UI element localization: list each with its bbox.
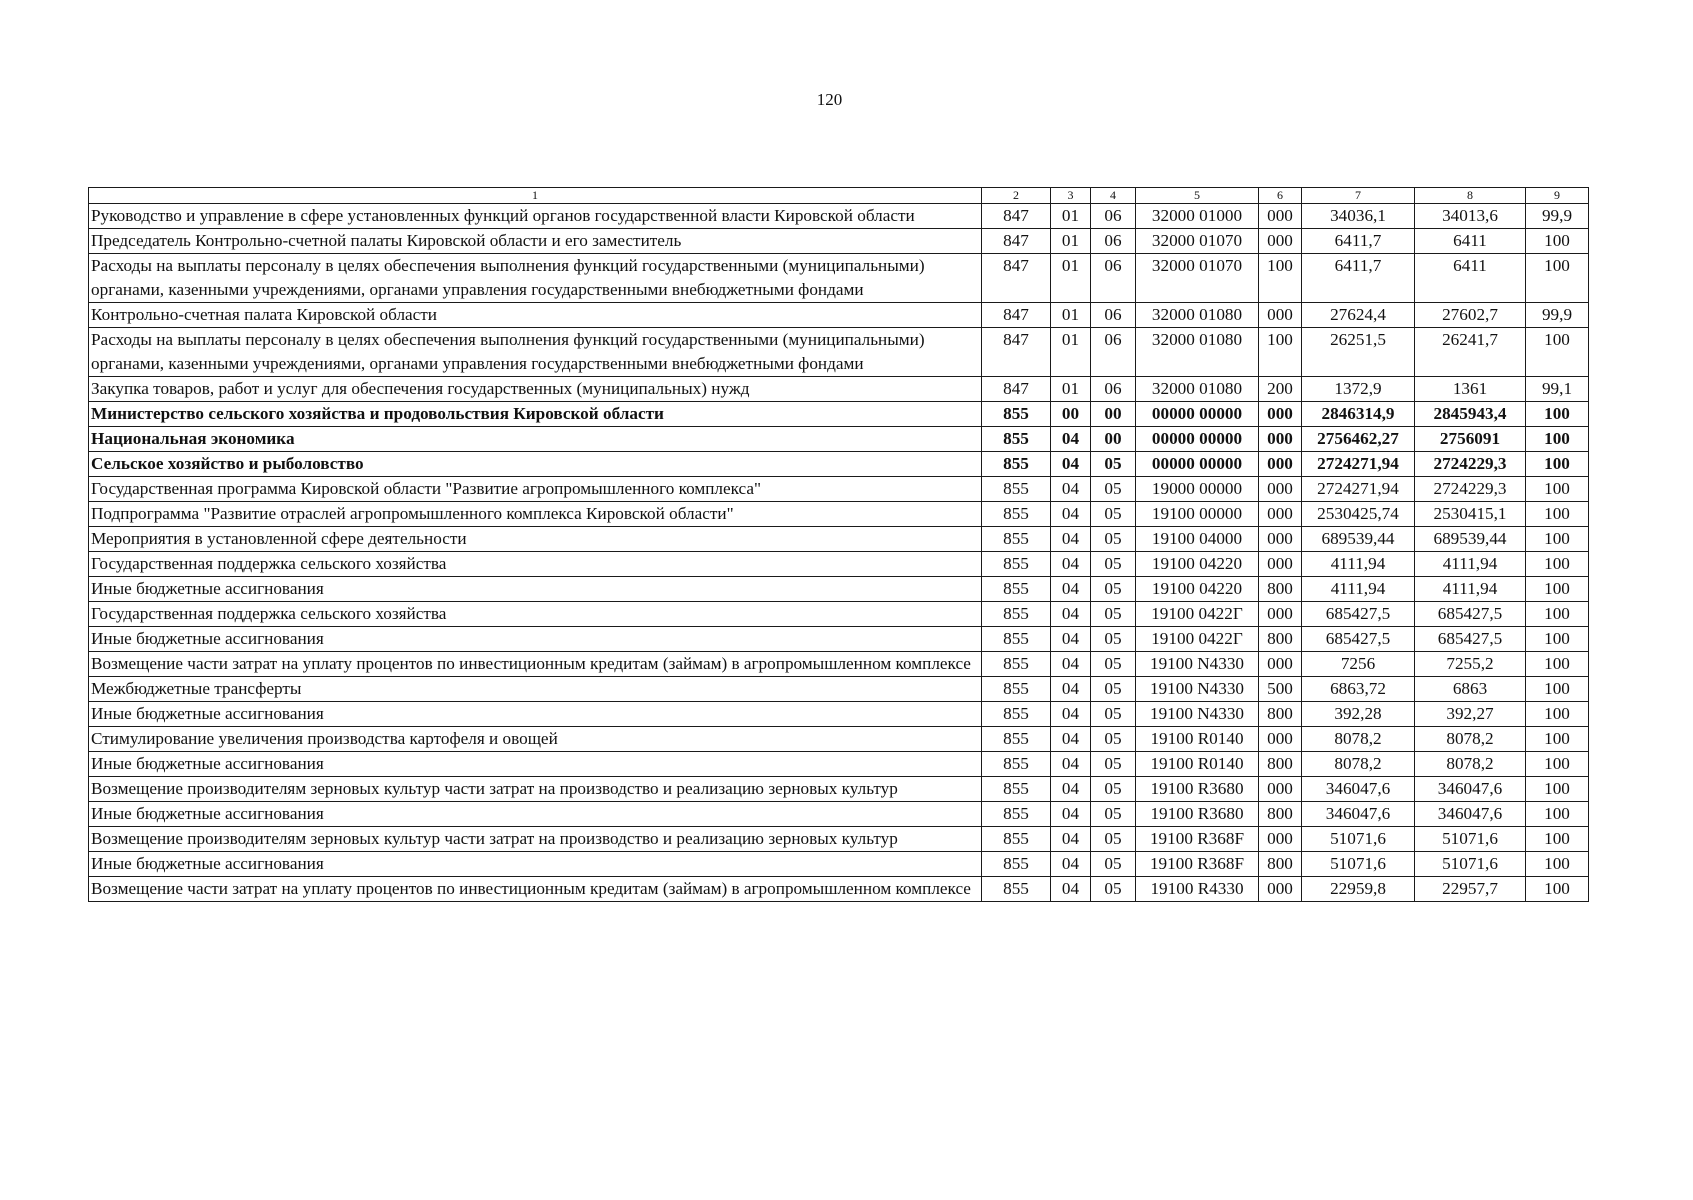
target-article-cell: 19100 R3680 bbox=[1136, 802, 1259, 827]
expense-type-cell: 000 bbox=[1259, 427, 1302, 452]
planned-amount-cell: 346047,6 bbox=[1302, 802, 1415, 827]
subsection-code-cell: 00 bbox=[1091, 427, 1136, 452]
ministry-code-cell: 855 bbox=[982, 552, 1051, 577]
row-name-cell: Руководство и управление в сфере установленных функций органов государственной власти Кировской области bbox=[89, 204, 982, 229]
expense-type-cell: 000 bbox=[1259, 652, 1302, 677]
ministry-code-cell: 855 bbox=[982, 652, 1051, 677]
planned-amount-cell: 26251,5 bbox=[1302, 328, 1415, 377]
percent-cell: 100 bbox=[1526, 502, 1589, 527]
target-article-cell: 19100 R0140 bbox=[1136, 752, 1259, 777]
table-row bbox=[89, 852, 1589, 877]
table-row bbox=[89, 752, 1589, 777]
actual-amount-cell: 8078,2 bbox=[1415, 752, 1526, 777]
subsection-code-cell: 05 bbox=[1091, 777, 1136, 802]
expense-type-cell: 000 bbox=[1259, 827, 1302, 852]
actual-amount-cell: 4111,94 bbox=[1415, 577, 1526, 602]
expense-type-cell: 000 bbox=[1259, 303, 1302, 328]
planned-amount-cell: 51071,6 bbox=[1302, 852, 1415, 877]
subsection-code-cell: 05 bbox=[1091, 852, 1136, 877]
actual-amount-cell: 2845943,4 bbox=[1415, 402, 1526, 427]
row-name-cell: Мероприятия в установленной сфере деятельности bbox=[89, 527, 982, 552]
actual-amount-cell: 7255,2 bbox=[1415, 652, 1526, 677]
target-article-cell: 19000 00000 bbox=[1136, 477, 1259, 502]
planned-amount-cell: 8078,2 bbox=[1302, 752, 1415, 777]
percent-cell: 100 bbox=[1526, 527, 1589, 552]
column-header: 3 bbox=[1051, 188, 1091, 204]
section-code-cell: 04 bbox=[1051, 627, 1091, 652]
subsection-code-cell: 05 bbox=[1091, 827, 1136, 852]
planned-amount-cell: 8078,2 bbox=[1302, 727, 1415, 752]
target-article-cell: 32000 01070 bbox=[1136, 229, 1259, 254]
subsection-code-cell: 06 bbox=[1091, 328, 1136, 377]
table-body bbox=[89, 204, 1589, 902]
planned-amount-cell: 689539,44 bbox=[1302, 527, 1415, 552]
target-article-cell: 32000 01070 bbox=[1136, 254, 1259, 303]
expense-type-cell: 800 bbox=[1259, 752, 1302, 777]
expense-type-cell: 000 bbox=[1259, 727, 1302, 752]
target-article-cell: 19100 0422Г bbox=[1136, 602, 1259, 627]
planned-amount-cell: 685427,5 bbox=[1302, 602, 1415, 627]
table-row bbox=[89, 727, 1589, 752]
actual-amount-cell: 2724229,3 bbox=[1415, 452, 1526, 477]
section-code-cell: 01 bbox=[1051, 229, 1091, 254]
planned-amount-cell: 2846314,9 bbox=[1302, 402, 1415, 427]
target-article-cell: 19100 R0140 bbox=[1136, 727, 1259, 752]
percent-cell: 99,1 bbox=[1526, 377, 1589, 402]
ministry-code-cell: 847 bbox=[982, 377, 1051, 402]
row-name-cell: Иные бюджетные ассигнования bbox=[89, 752, 982, 777]
ministry-code-cell: 855 bbox=[982, 702, 1051, 727]
expense-type-cell: 800 bbox=[1259, 577, 1302, 602]
section-code-cell: 01 bbox=[1051, 204, 1091, 229]
actual-amount-cell: 2530415,1 bbox=[1415, 502, 1526, 527]
expense-type-cell: 000 bbox=[1259, 527, 1302, 552]
column-header: 4 bbox=[1091, 188, 1136, 204]
ministry-code-cell: 847 bbox=[982, 303, 1051, 328]
target-article-cell: 19100 N4330 bbox=[1136, 652, 1259, 677]
table-row bbox=[89, 477, 1589, 502]
target-article-cell: 32000 01080 bbox=[1136, 328, 1259, 377]
column-header: 6 bbox=[1259, 188, 1302, 204]
percent-cell: 100 bbox=[1526, 777, 1589, 802]
row-name-cell: Подпрограмма "Развитие отраслей агропромышленного комплекса Кировской области" bbox=[89, 502, 982, 527]
planned-amount-cell: 4111,94 bbox=[1302, 552, 1415, 577]
percent-cell: 100 bbox=[1526, 328, 1589, 377]
page-number: 120 bbox=[816, 90, 843, 109]
row-name-cell: Возмещение части затрат на уплату процентов по инвестиционным кредитам (займам) в агропромышленном комплексе bbox=[89, 652, 982, 677]
planned-amount-cell: 6411,7 bbox=[1302, 229, 1415, 254]
subsection-code-cell: 06 bbox=[1091, 204, 1136, 229]
actual-amount-cell: 27602,7 bbox=[1415, 303, 1526, 328]
ministry-code-cell: 855 bbox=[982, 477, 1051, 502]
planned-amount-cell: 2756462,27 bbox=[1302, 427, 1415, 452]
row-name-cell: Председатель Контрольно-счетной палаты Кировской области и его заместитель bbox=[89, 229, 982, 254]
percent-cell: 100 bbox=[1526, 652, 1589, 677]
actual-amount-cell: 1361 bbox=[1415, 377, 1526, 402]
row-name-cell: Государственная программа Кировской области "Развитие агропромышленного комплекса" bbox=[89, 477, 982, 502]
planned-amount-cell: 685427,5 bbox=[1302, 627, 1415, 652]
section-code-cell: 04 bbox=[1051, 752, 1091, 777]
section-code-cell: 04 bbox=[1051, 502, 1091, 527]
table-row bbox=[89, 677, 1589, 702]
section-code-cell: 01 bbox=[1051, 254, 1091, 303]
column-header: 2 bbox=[982, 188, 1051, 204]
percent-cell: 100 bbox=[1526, 577, 1589, 602]
percent-cell: 100 bbox=[1526, 752, 1589, 777]
ministry-code-cell: 855 bbox=[982, 452, 1051, 477]
column-header: 9 bbox=[1526, 188, 1589, 204]
section-code-cell: 00 bbox=[1051, 402, 1091, 427]
actual-amount-cell: 2756091 bbox=[1415, 427, 1526, 452]
planned-amount-cell: 51071,6 bbox=[1302, 827, 1415, 852]
row-name-cell: Контрольно-счетная палата Кировской области bbox=[89, 303, 982, 328]
section-code-cell: 04 bbox=[1051, 727, 1091, 752]
expense-type-cell: 000 bbox=[1259, 229, 1302, 254]
target-article-cell: 19100 N4330 bbox=[1136, 702, 1259, 727]
table-row bbox=[89, 527, 1589, 552]
subsection-code-cell: 05 bbox=[1091, 652, 1136, 677]
table-row bbox=[89, 229, 1589, 254]
expense-type-cell: 800 bbox=[1259, 802, 1302, 827]
subsection-code-cell: 06 bbox=[1091, 303, 1136, 328]
planned-amount-cell: 4111,94 bbox=[1302, 577, 1415, 602]
target-article-cell: 19100 0422Г bbox=[1136, 627, 1259, 652]
target-article-cell: 19100 00000 bbox=[1136, 502, 1259, 527]
percent-cell: 100 bbox=[1526, 552, 1589, 577]
target-article-cell: 19100 04000 bbox=[1136, 527, 1259, 552]
percent-cell: 100 bbox=[1526, 877, 1589, 902]
ministry-code-cell: 855 bbox=[982, 402, 1051, 427]
subsection-code-cell: 05 bbox=[1091, 477, 1136, 502]
section-code-cell: 04 bbox=[1051, 477, 1091, 502]
expense-type-cell: 100 bbox=[1259, 254, 1302, 303]
expense-type-cell: 000 bbox=[1259, 204, 1302, 229]
target-article-cell: 32000 01080 bbox=[1136, 377, 1259, 402]
ministry-code-cell: 855 bbox=[982, 427, 1051, 452]
table-row bbox=[89, 204, 1589, 229]
actual-amount-cell: 689539,44 bbox=[1415, 527, 1526, 552]
row-name-cell: Иные бюджетные ассигнования bbox=[89, 577, 982, 602]
percent-cell: 100 bbox=[1526, 602, 1589, 627]
table-row bbox=[89, 502, 1589, 527]
percent-cell: 99,9 bbox=[1526, 204, 1589, 229]
ministry-code-cell: 855 bbox=[982, 777, 1051, 802]
row-name-cell: Национальная экономика bbox=[89, 427, 982, 452]
planned-amount-cell: 2724271,94 bbox=[1302, 452, 1415, 477]
target-article-cell: 32000 01080 bbox=[1136, 303, 1259, 328]
actual-amount-cell: 51071,6 bbox=[1415, 852, 1526, 877]
expense-type-cell: 100 bbox=[1259, 328, 1302, 377]
subsection-code-cell: 05 bbox=[1091, 552, 1136, 577]
actual-amount-cell: 392,27 bbox=[1415, 702, 1526, 727]
row-name-cell: Возмещение производителям зерновых культур части затрат на производство и реализацию зерновых культур bbox=[89, 827, 982, 852]
percent-cell: 100 bbox=[1526, 402, 1589, 427]
section-code-cell: 04 bbox=[1051, 852, 1091, 877]
planned-amount-cell: 27624,4 bbox=[1302, 303, 1415, 328]
ministry-code-cell: 855 bbox=[982, 877, 1051, 902]
table-row bbox=[89, 702, 1589, 727]
ministry-code-cell: 847 bbox=[982, 229, 1051, 254]
section-code-cell: 01 bbox=[1051, 377, 1091, 402]
ministry-code-cell: 855 bbox=[982, 802, 1051, 827]
subsection-code-cell: 05 bbox=[1091, 877, 1136, 902]
expense-type-cell: 800 bbox=[1259, 627, 1302, 652]
actual-amount-cell: 8078,2 bbox=[1415, 727, 1526, 752]
planned-amount-cell: 2530425,74 bbox=[1302, 502, 1415, 527]
actual-amount-cell: 2724229,3 bbox=[1415, 477, 1526, 502]
percent-cell: 100 bbox=[1526, 452, 1589, 477]
subsection-code-cell: 05 bbox=[1091, 452, 1136, 477]
table-row bbox=[89, 552, 1589, 577]
actual-amount-cell: 346047,6 bbox=[1415, 777, 1526, 802]
expense-type-cell: 000 bbox=[1259, 602, 1302, 627]
row-name-cell: Государственная поддержка сельского хозяйства bbox=[89, 602, 982, 627]
percent-cell: 100 bbox=[1526, 254, 1589, 303]
percent-cell: 100 bbox=[1526, 727, 1589, 752]
percent-cell: 100 bbox=[1526, 477, 1589, 502]
subsection-code-cell: 06 bbox=[1091, 254, 1136, 303]
subsection-code-cell: 05 bbox=[1091, 727, 1136, 752]
expense-type-cell: 000 bbox=[1259, 402, 1302, 427]
table-row bbox=[89, 577, 1589, 602]
ministry-code-cell: 855 bbox=[982, 727, 1051, 752]
planned-amount-cell: 7256 bbox=[1302, 652, 1415, 677]
subsection-code-cell: 05 bbox=[1091, 802, 1136, 827]
table-row bbox=[89, 777, 1589, 802]
table-row bbox=[89, 602, 1589, 627]
percent-cell: 100 bbox=[1526, 827, 1589, 852]
column-header: 7 bbox=[1302, 188, 1415, 204]
target-article-cell: 00000 00000 bbox=[1136, 427, 1259, 452]
expense-type-cell: 000 bbox=[1259, 502, 1302, 527]
ministry-code-cell: 847 bbox=[982, 204, 1051, 229]
table-row bbox=[89, 402, 1589, 427]
table-row bbox=[89, 877, 1589, 902]
percent-cell: 100 bbox=[1526, 229, 1589, 254]
section-code-cell: 04 bbox=[1051, 427, 1091, 452]
row-name-cell: Возмещение производителям зерновых культур части затрат на производство и реализацию зерновых культур bbox=[89, 777, 982, 802]
table-row bbox=[89, 827, 1589, 852]
actual-amount-cell: 685427,5 bbox=[1415, 602, 1526, 627]
target-article-cell: 19100 R368F bbox=[1136, 827, 1259, 852]
planned-amount-cell: 34036,1 bbox=[1302, 204, 1415, 229]
expense-type-cell: 000 bbox=[1259, 452, 1302, 477]
actual-amount-cell: 34013,6 bbox=[1415, 204, 1526, 229]
ministry-code-cell: 855 bbox=[982, 852, 1051, 877]
ministry-code-cell: 855 bbox=[982, 827, 1051, 852]
planned-amount-cell: 346047,6 bbox=[1302, 777, 1415, 802]
budget-table bbox=[88, 187, 1589, 902]
table-row bbox=[89, 254, 1589, 303]
subsection-code-cell: 05 bbox=[1091, 527, 1136, 552]
subsection-code-cell: 05 bbox=[1091, 752, 1136, 777]
actual-amount-cell: 4111,94 bbox=[1415, 552, 1526, 577]
target-article-cell: 19100 04220 bbox=[1136, 552, 1259, 577]
expense-type-cell: 000 bbox=[1259, 552, 1302, 577]
table-row bbox=[89, 802, 1589, 827]
row-name-cell: Возмещение части затрат на уплату процентов по инвестиционным кредитам (займам) в агропромышленном комплексе bbox=[89, 877, 982, 902]
section-code-cell: 04 bbox=[1051, 827, 1091, 852]
ministry-code-cell: 847 bbox=[982, 254, 1051, 303]
expense-type-cell: 800 bbox=[1259, 702, 1302, 727]
ministry-code-cell: 847 bbox=[982, 328, 1051, 377]
actual-amount-cell: 6863 bbox=[1415, 677, 1526, 702]
target-article-cell: 00000 00000 bbox=[1136, 402, 1259, 427]
expense-type-cell: 200 bbox=[1259, 377, 1302, 402]
ministry-code-cell: 855 bbox=[982, 502, 1051, 527]
row-name-cell: Иные бюджетные ассигнования bbox=[89, 852, 982, 877]
actual-amount-cell: 22957,7 bbox=[1415, 877, 1526, 902]
section-code-cell: 04 bbox=[1051, 777, 1091, 802]
actual-amount-cell: 26241,7 bbox=[1415, 328, 1526, 377]
target-article-cell: 00000 00000 bbox=[1136, 452, 1259, 477]
section-code-cell: 04 bbox=[1051, 602, 1091, 627]
expense-type-cell: 800 bbox=[1259, 852, 1302, 877]
subsection-code-cell: 06 bbox=[1091, 229, 1136, 254]
planned-amount-cell: 6411,7 bbox=[1302, 254, 1415, 303]
table-row bbox=[89, 427, 1589, 452]
expense-type-cell: 000 bbox=[1259, 777, 1302, 802]
ministry-code-cell: 855 bbox=[982, 577, 1051, 602]
actual-amount-cell: 685427,5 bbox=[1415, 627, 1526, 652]
row-name-cell: Сельское хозяйство и рыболовство bbox=[89, 452, 982, 477]
target-article-cell: 19100 R4330 bbox=[1136, 877, 1259, 902]
column-header: 8 bbox=[1415, 188, 1526, 204]
subsection-code-cell: 05 bbox=[1091, 677, 1136, 702]
table-row bbox=[89, 452, 1589, 477]
header-row bbox=[89, 188, 1589, 204]
section-code-cell: 04 bbox=[1051, 702, 1091, 727]
subsection-code-cell: 05 bbox=[1091, 602, 1136, 627]
subsection-code-cell: 05 bbox=[1091, 702, 1136, 727]
row-name-cell: Стимулирование увеличения производства картофеля и овощей bbox=[89, 727, 982, 752]
target-article-cell: 19100 R3680 bbox=[1136, 777, 1259, 802]
ministry-code-cell: 855 bbox=[982, 602, 1051, 627]
percent-cell: 100 bbox=[1526, 702, 1589, 727]
subsection-code-cell: 06 bbox=[1091, 377, 1136, 402]
percent-cell: 100 bbox=[1526, 427, 1589, 452]
row-name-cell: Расходы на выплаты персоналу в целях обеспечения выполнения функций государственными (муниципальными) органами, казенными учреждениями, органами управления государственными внебюджетными фондами bbox=[89, 254, 982, 303]
percent-cell: 100 bbox=[1526, 677, 1589, 702]
table-row bbox=[89, 652, 1589, 677]
row-name-cell: Иные бюджетные ассигнования bbox=[89, 802, 982, 827]
row-name-cell: Закупка товаров, работ и услуг для обеспечения государственных (муниципальных) нужд bbox=[89, 377, 982, 402]
ministry-code-cell: 855 bbox=[982, 677, 1051, 702]
target-article-cell: 19100 N4330 bbox=[1136, 677, 1259, 702]
section-code-cell: 04 bbox=[1051, 527, 1091, 552]
row-name-cell: Министерство сельского хозяйства и продовольствия Кировской области bbox=[89, 402, 982, 427]
table-row bbox=[89, 303, 1589, 328]
actual-amount-cell: 51071,6 bbox=[1415, 827, 1526, 852]
table-row bbox=[89, 377, 1589, 402]
subsection-code-cell: 05 bbox=[1091, 502, 1136, 527]
planned-amount-cell: 392,28 bbox=[1302, 702, 1415, 727]
ministry-code-cell: 855 bbox=[982, 627, 1051, 652]
planned-amount-cell: 1372,9 bbox=[1302, 377, 1415, 402]
percent-cell: 99,9 bbox=[1526, 303, 1589, 328]
expense-type-cell: 000 bbox=[1259, 877, 1302, 902]
actual-amount-cell: 6411 bbox=[1415, 229, 1526, 254]
target-article-cell: 19100 04220 bbox=[1136, 577, 1259, 602]
percent-cell: 100 bbox=[1526, 802, 1589, 827]
section-code-cell: 04 bbox=[1051, 552, 1091, 577]
expense-type-cell: 500 bbox=[1259, 677, 1302, 702]
row-name-cell: Государственная поддержка сельского хозяйства bbox=[89, 552, 982, 577]
percent-cell: 100 bbox=[1526, 627, 1589, 652]
subsection-code-cell: 05 bbox=[1091, 627, 1136, 652]
expense-type-cell: 000 bbox=[1259, 477, 1302, 502]
table-row bbox=[89, 328, 1589, 377]
actual-amount-cell: 346047,6 bbox=[1415, 802, 1526, 827]
planned-amount-cell: 6863,72 bbox=[1302, 677, 1415, 702]
section-code-cell: 04 bbox=[1051, 802, 1091, 827]
section-code-cell: 04 bbox=[1051, 577, 1091, 602]
section-code-cell: 04 bbox=[1051, 452, 1091, 477]
row-name-cell: Иные бюджетные ассигнования bbox=[89, 627, 982, 652]
row-name-cell: Иные бюджетные ассигнования bbox=[89, 702, 982, 727]
column-header: 1 bbox=[89, 188, 982, 204]
row-name-cell: Межбюджетные трансферты bbox=[89, 677, 982, 702]
actual-amount-cell: 6411 bbox=[1415, 254, 1526, 303]
section-code-cell: 04 bbox=[1051, 652, 1091, 677]
planned-amount-cell: 2724271,94 bbox=[1302, 477, 1415, 502]
section-code-cell: 04 bbox=[1051, 677, 1091, 702]
row-name-cell: Расходы на выплаты персоналу в целях обеспечения выполнения функций государственными (муниципальными) органами, казенными учреждениями, органами управления государственными внебюджетными фондами bbox=[89, 328, 982, 377]
section-code-cell: 04 bbox=[1051, 877, 1091, 902]
target-article-cell: 19100 R368F bbox=[1136, 852, 1259, 877]
percent-cell: 100 bbox=[1526, 852, 1589, 877]
subsection-code-cell: 05 bbox=[1091, 577, 1136, 602]
table-row bbox=[89, 627, 1589, 652]
subsection-code-cell: 00 bbox=[1091, 402, 1136, 427]
target-article-cell: 32000 01000 bbox=[1136, 204, 1259, 229]
column-header: 5 bbox=[1136, 188, 1259, 204]
section-code-cell: 01 bbox=[1051, 328, 1091, 377]
section-code-cell: 01 bbox=[1051, 303, 1091, 328]
planned-amount-cell: 22959,8 bbox=[1302, 877, 1415, 902]
ministry-code-cell: 855 bbox=[982, 752, 1051, 777]
ministry-code-cell: 855 bbox=[982, 527, 1051, 552]
